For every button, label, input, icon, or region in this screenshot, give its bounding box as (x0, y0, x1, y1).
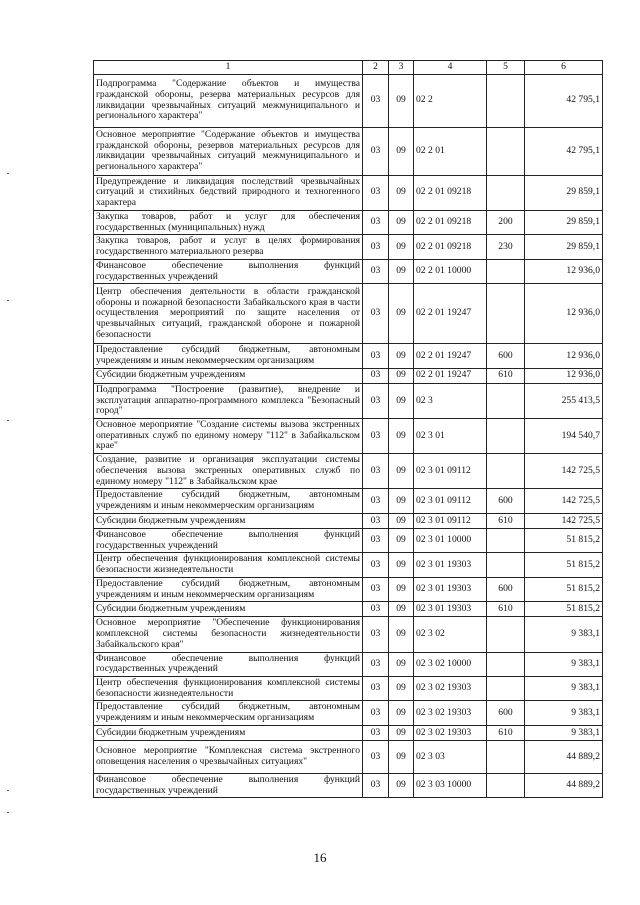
row-subsection: 09 (389, 344, 414, 368)
row-name: Центр обеспечения функционирования комплексной системы безопасности жизнедеятельности (94, 676, 363, 700)
table-row (94, 383, 603, 418)
row-name: Предоставление субсидий бюджетным, автономным учреждениям и иным некоммерческим организациям (94, 577, 363, 601)
row-target-code: 02 3 02 19303 (414, 725, 487, 740)
header-cell-3: 3 (389, 61, 414, 75)
row-section: 03 (363, 344, 389, 368)
row-subsection: 09 (389, 454, 414, 489)
table-row (94, 602, 603, 617)
header-cell-5: 5 (487, 61, 525, 75)
header-cell-6: 6 (525, 61, 603, 75)
table-row (94, 74, 603, 127)
row-subsection: 09 (389, 383, 414, 418)
row-name: Субсидии бюджетным учреждениям (94, 602, 363, 617)
table-row (94, 701, 603, 725)
header-cell-1: 1 (94, 61, 363, 75)
row-section: 03 (363, 210, 389, 234)
row-name: Подпрограмма "Содержание объектов и имущества гражданской обороны, резерва материальных ресурсов для ликвидации чрезвычайных ситуаций межмуниципального и регионального характера" (94, 74, 363, 127)
row-target-code: 02 3 02 10000 (414, 652, 487, 676)
row-name: Основное мероприятие "Содержание объектов и имущества гражданской обороны, резервов материальных ресурсов для ликвидации чрезвычайных ситуаций межмуниципального и регионального характера" (94, 127, 363, 175)
table-row (94, 528, 603, 552)
page-number: 16 (313, 850, 327, 865)
row-section: 03 (363, 259, 389, 283)
margin-mark (7, 790, 9, 791)
table-row (94, 773, 603, 797)
table-row (94, 259, 603, 283)
row-name: Закупка товаров, работ и услуг в целях формирования государственного материального резерва (94, 235, 363, 259)
row-amount: 9 383,1 (525, 617, 603, 652)
row-name: Финансовое обеспечение выполнения функций государственных учреждений (94, 652, 363, 676)
row-section: 03 (363, 528, 389, 552)
row-amount: 42 795,1 (525, 74, 603, 127)
margin-mark (7, 300, 9, 301)
row-subsection: 09 (389, 617, 414, 652)
row-subsection: 09 (389, 701, 414, 725)
row-expense-type (487, 553, 525, 577)
row-amount: 12 936,0 (525, 284, 603, 344)
row-amount: 255 413,5 (525, 383, 603, 418)
table-row (94, 344, 603, 368)
row-subsection: 09 (389, 74, 414, 127)
table-body (94, 74, 603, 798)
row-subsection: 09 (389, 235, 414, 259)
row-amount: 44 889,2 (525, 773, 603, 797)
row-name: Создание, развитие и организация эксплуатации системы обеспечения вызова экстренных оперативных служб по единому номеру "112" в Забайкальском крае (94, 454, 363, 489)
row-subsection: 09 (389, 528, 414, 552)
table-row (94, 553, 603, 577)
row-subsection: 09 (389, 553, 414, 577)
row-amount: 142 725,5 (525, 454, 603, 489)
row-target-code: 02 3 01 09112 (414, 513, 487, 528)
row-section: 03 (363, 577, 389, 601)
row-target-code: 02 2 01 (414, 127, 487, 175)
row-name: Подпрограмма "Построение (развитие), внедрение и эксплуатация аппаратно-программного комплекса "Безопасный город" (94, 383, 363, 418)
row-target-code: 02 3 01 09112 (414, 454, 487, 489)
row-target-code: 02 2 01 19247 (414, 344, 487, 368)
row-expense-type: 230 (487, 235, 525, 259)
row-expense-type (487, 617, 525, 652)
row-subsection: 09 (389, 773, 414, 797)
row-expense-type (487, 175, 525, 210)
row-target-code: 02 3 03 10000 (414, 773, 487, 797)
table-row (94, 652, 603, 676)
row-expense-type (487, 773, 525, 797)
row-subsection: 09 (389, 489, 414, 513)
header-cell-4: 4 (414, 61, 487, 75)
row-target-code: 02 3 01 (414, 419, 487, 454)
row-expense-type (487, 419, 525, 454)
row-amount: 29 859,1 (525, 175, 603, 210)
row-amount: 51 815,2 (525, 577, 603, 601)
row-section: 03 (363, 513, 389, 528)
row-expense-type: 600 (487, 577, 525, 601)
row-expense-type (487, 383, 525, 418)
row-expense-type: 610 (487, 368, 525, 383)
row-expense-type: 600 (487, 344, 525, 368)
row-target-code: 02 3 01 19303 (414, 553, 487, 577)
table-row (94, 175, 603, 210)
row-name: Основное мероприятие "Создание системы вызова экстренных оперативных служб по единому номеру "112" в Забайкальском крае" (94, 419, 363, 454)
table-row (94, 617, 603, 652)
row-subsection: 09 (389, 210, 414, 234)
row-section: 03 (363, 284, 389, 344)
row-amount: 12 936,0 (525, 259, 603, 283)
row-name: Центр обеспечения деятельности в области гражданской обороны и пожарной безопасности Забайкальского края в части осуществления мероприятий по защите населения от чрезвычайных ситуаций, гражданской обороне и пожарной безопасности (94, 284, 363, 344)
row-target-code: 02 2 (414, 74, 487, 127)
row-amount: 29 859,1 (525, 210, 603, 234)
row-expense-type: 600 (487, 489, 525, 513)
table-row (94, 513, 603, 528)
row-subsection: 09 (389, 602, 414, 617)
row-expense-type: 610 (487, 725, 525, 740)
row-amount: 142 725,5 (525, 489, 603, 513)
row-target-code: 02 3 02 (414, 617, 487, 652)
row-section: 03 (363, 701, 389, 725)
table-row (94, 489, 603, 513)
row-subsection: 09 (389, 175, 414, 210)
row-expense-type (487, 454, 525, 489)
row-section: 03 (363, 617, 389, 652)
row-expense-type (487, 652, 525, 676)
row-amount: 9 383,1 (525, 701, 603, 725)
row-name: Субсидии бюджетным учреждениям (94, 513, 363, 528)
row-target-code: 02 2 01 09218 (414, 175, 487, 210)
budget-table (93, 60, 603, 798)
row-expense-type (487, 284, 525, 344)
row-expense-type (487, 127, 525, 175)
row-section: 03 (363, 74, 389, 127)
row-amount: 51 815,2 (525, 528, 603, 552)
row-expense-type: 610 (487, 602, 525, 617)
row-subsection: 09 (389, 725, 414, 740)
row-section: 03 (363, 602, 389, 617)
row-target-code: 02 3 02 19303 (414, 676, 487, 700)
row-amount: 51 815,2 (525, 602, 603, 617)
row-amount: 51 815,2 (525, 553, 603, 577)
row-name: Центр обеспечения функционирования комплексной системы безопасности жизнедеятельности (94, 553, 363, 577)
row-subsection: 09 (389, 740, 414, 773)
row-section: 03 (363, 652, 389, 676)
row-section: 03 (363, 419, 389, 454)
table-header-row (94, 61, 603, 75)
row-section: 03 (363, 740, 389, 773)
table-row (94, 740, 603, 773)
row-subsection: 09 (389, 513, 414, 528)
row-target-code: 02 2 01 10000 (414, 259, 487, 283)
row-target-code: 02 3 01 09112 (414, 489, 487, 513)
row-section: 03 (363, 383, 389, 418)
row-name: Основное мероприятие "Обеспечение функционирования комплексной системы безопасности жизнедеятельности Забайкальского края" (94, 617, 363, 652)
row-section: 03 (363, 127, 389, 175)
row-target-code: 02 3 01 19303 (414, 577, 487, 601)
row-section: 03 (363, 553, 389, 577)
row-section: 03 (363, 368, 389, 383)
row-name: Финансовое обеспечение выполнения функций государственных учреждений (94, 259, 363, 283)
row-section: 03 (363, 175, 389, 210)
row-target-code: 02 2 01 09218 (414, 210, 487, 234)
row-subsection: 09 (389, 419, 414, 454)
header-cell-2: 2 (363, 61, 389, 75)
row-section: 03 (363, 725, 389, 740)
row-expense-type: 200 (487, 210, 525, 234)
table-row (94, 127, 603, 175)
row-subsection: 09 (389, 259, 414, 283)
row-target-code: 02 3 02 19303 (414, 701, 487, 725)
row-subsection: 09 (389, 368, 414, 383)
row-amount: 142 725,5 (525, 513, 603, 528)
row-target-code: 02 2 01 09218 (414, 235, 487, 259)
row-amount: 42 795,1 (525, 127, 603, 175)
row-section: 03 (363, 454, 389, 489)
margin-mark (7, 812, 9, 813)
row-subsection: 09 (389, 577, 414, 601)
row-expense-type (487, 259, 525, 283)
row-target-code: 02 3 (414, 383, 487, 418)
row-name: Предоставление субсидий бюджетным, автономным учреждениям и иным некоммерческим организациям (94, 701, 363, 725)
row-amount: 12 936,0 (525, 368, 603, 383)
row-amount: 9 383,1 (525, 725, 603, 740)
table-row (94, 284, 603, 344)
row-target-code: 02 2 01 19247 (414, 368, 487, 383)
table-row (94, 210, 603, 234)
row-subsection: 09 (389, 284, 414, 344)
row-section: 03 (363, 235, 389, 259)
row-amount: 44 889,2 (525, 740, 603, 773)
row-amount: 12 936,0 (525, 344, 603, 368)
row-section: 03 (363, 489, 389, 513)
table-row (94, 725, 603, 740)
row-target-code: 02 2 01 19247 (414, 284, 487, 344)
row-expense-type (487, 74, 525, 127)
row-name: Предоставление субсидий бюджетным, автономным учреждениям и иным некоммерческим организациям (94, 344, 363, 368)
row-amount: 29 859,1 (525, 235, 603, 259)
row-expense-type: 600 (487, 701, 525, 725)
row-section: 03 (363, 773, 389, 797)
row-name: Основное мероприятие "Комплексная система экстренного оповещения населения о чрезвычайных ситуациях" (94, 740, 363, 773)
row-amount: 194 540,7 (525, 419, 603, 454)
row-expense-type (487, 740, 525, 773)
margin-mark (7, 420, 9, 421)
row-subsection: 09 (389, 676, 414, 700)
row-target-code: 02 3 01 10000 (414, 528, 487, 552)
row-name: Финансовое обеспечение выполнения функций государственных учреждений (94, 528, 363, 552)
row-name: Финансовое обеспечение выполнения функций государственных учреждений (94, 773, 363, 797)
margin-mark (7, 173, 9, 174)
row-subsection: 09 (389, 652, 414, 676)
row-target-code: 02 3 03 (414, 740, 487, 773)
table-row (94, 577, 603, 601)
row-expense-type (487, 676, 525, 700)
row-section: 03 (363, 676, 389, 700)
row-amount: 9 383,1 (525, 676, 603, 700)
row-name: Закупка товаров, работ и услуг для обеспечения государственных (муниципальных) нужд (94, 210, 363, 234)
row-expense-type (487, 528, 525, 552)
table-row (94, 419, 603, 454)
row-amount: 9 383,1 (525, 652, 603, 676)
row-name: Предупреждение и ликвидация последствий чрезвычайных ситуаций и стихийных бедствий природного и техногенного характера (94, 175, 363, 210)
row-name: Субсидии бюджетным учреждениям (94, 725, 363, 740)
table-row (94, 676, 603, 700)
row-expense-type: 610 (487, 513, 525, 528)
row-target-code: 02 3 01 19303 (414, 602, 487, 617)
table-row (94, 235, 603, 259)
row-name: Субсидии бюджетным учреждениям (94, 368, 363, 383)
table-row (94, 368, 603, 383)
row-subsection: 09 (389, 127, 414, 175)
table-row (94, 454, 603, 489)
row-name: Предоставление субсидий бюджетным, автономным учреждениям и иным некоммерческим организациям (94, 489, 363, 513)
